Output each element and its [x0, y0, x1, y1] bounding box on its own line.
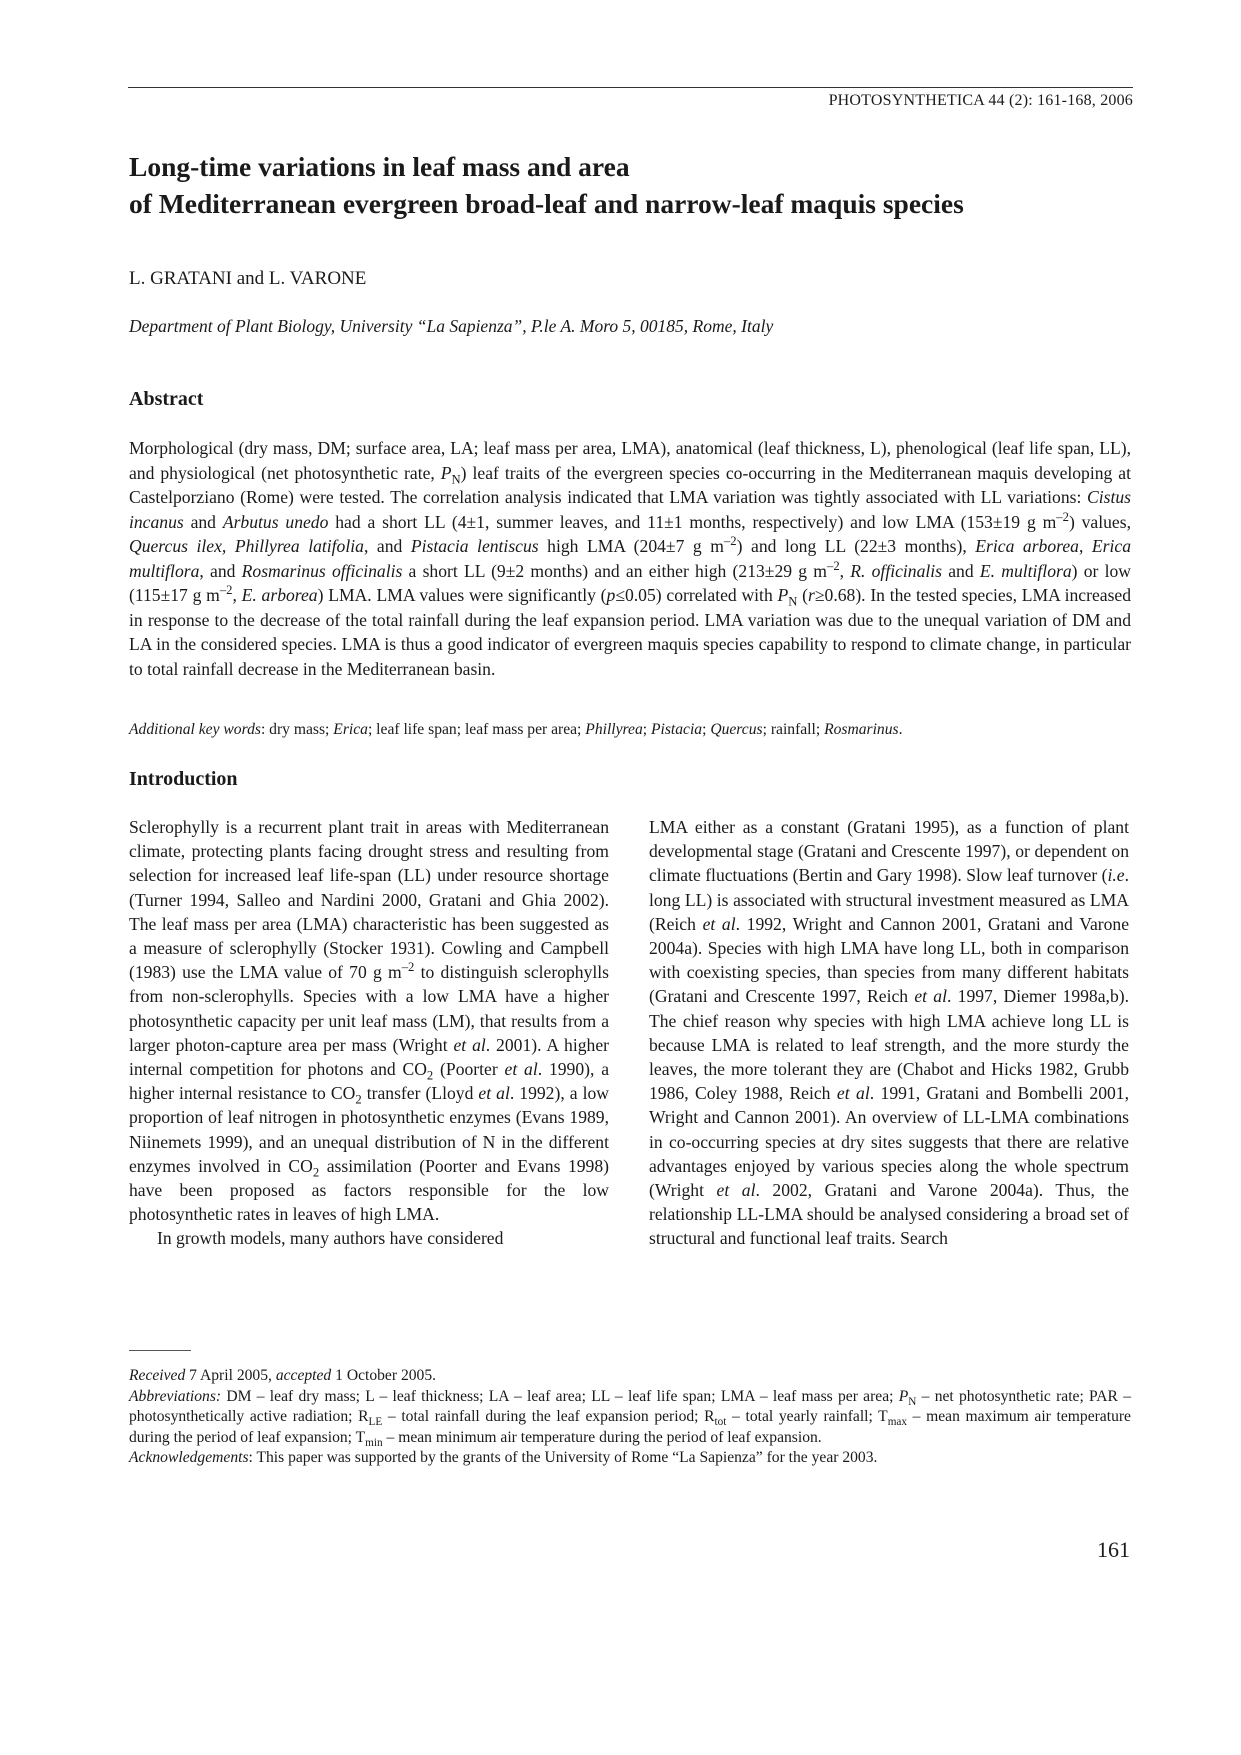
- footnote-rule: [129, 1350, 191, 1351]
- intro-paragraph-1: Sclerophylly is a recurrent plant trait in areas with Mediterranean climate, protecting plants facing drought stress and resulting from selection for increased leaf life-span (LL) under resource shortage (Turner 1994, Salleo and Nardini 2000, Gratani and Ghia 2002). The leaf mass per area (LMA) characteristic has been suggested as a measure of sclerophylly (Stocker 1931). Cowling and Campbell (1983) use the LMA value of 70 g $m^{-2}$ to distinguish sclerophylls from non-sclerophylls. Species with a low LMA have a higher photosynthetic capacity per unit leaf mass (LM), that results from a larger photon-capture area per mass (Wright et al. 2001). A higher internal competition for photons and $CO_2$ (Poorter et al. 1990), a higher internal resistance to $CO_2$ transfer (Lloyd et al. 1992), a low proportion of leaf nitrogen in photosynthetic enzymes (Evans 1989, Niinemets 1999), and an unequal distribution of N in the different enzymes involved in $CO_2$ assimilation (Poorter and Evans 1998) have been proposed as factors responsible for the low photosynthetic rates in leaves of high LMA.: [129, 817, 610, 1225]
- running-head: PHOTOSYNTHETICA 44 (2): 161-168, 2006: [828, 92, 1133, 109]
- abstract-text: Morphological (dry mass, DM; surface area, LA; leaf mass per area, LMA), anatomical (leaf thickness, L), phenological (leaf life span, LL), and physiological (net photosynthetic rate, $P_N$) leaf traits of the evergreen species co-occurring in the Mediterranean maquis developing at Castelporziano (Rome) were tested. The correlation analysis indicated that LMA variation was tightly associated with LL variations: Cistus incanus and Arbutus unedo had a short LL (4±1, summer leaves, and 11±1 months, respectively) and low LMA (153±19 g $m^{-2}$) values, Quercus ilex, Phillyrea latifolia, and Pistacia lentiscus high LMA (204±7 g $m^{-2}$) and long LL (22±3 months), Erica arborea, Erica multiflora, and Rosmarinus officinalis a short LL (9±2 months) and an either high (213±29 g $m^{-2}$, R. officinalis and E. multiflora) or low (115±17 g $m^{-2}$, E. arborea) LMA. LMA values were significantly (p≤0.05) correlated with $P_N$ (r≥0.68). In the tested species, LMA increased in response to the decrease of the total rainfall during the leaf expansion period. LMA variation was due to the unequal variation of DM and LA in the considered species. LMA is thus a good indicator of evergreen maquis species capability to respond to climate change, in particular to total rainfall decrease in the Mediterranean basin.: [129, 438, 1132, 679]
- title-line-2: of Mediterranean evergreen broad-leaf and narrow-leaf maquis species: [129, 188, 964, 219]
- introduction-heading: Introduction: [129, 768, 238, 790]
- header-rule: [128, 87, 1133, 88]
- received-note: Received 7 April 2005, accepted 1 October 2005.: [129, 1367, 437, 1384]
- keywords: Additional key words: dry mass; Erica; leaf life span; leaf mass per area; Phillyrea; Pistacia; Quercus; rainfall; Rosmarinus.: [129, 721, 903, 738]
- abbreviations-note: Abbreviations: DM – leaf dry mass; L – leaf thickness; LA – leaf area; LL – leaf life span; LMA – leaf mass per area; $P_N$ – net photosynthetic rate; PAR – photosynthetically active radiation; $R_{LE}$ – total rainfall during the leaf expansion period; $R_{tot}$ – total yearly rainfall; $T_{max}$ – mean maximum air temperature during the period of leaf expansion; $T_{min}$ – mean minimum air temperature during the period of leaf expansion.: [129, 1387, 1131, 1449]
- abstract-heading: Abstract: [129, 388, 204, 410]
- page-number: 161: [1097, 1537, 1130, 1562]
- introduction-left-column: [129, 815, 609, 1251]
- affiliation: Department of Plant Biology, University “La Sapienza”, P.le A. Moro 5, 00185, Rome, Italy: [129, 316, 774, 336]
- authors: L. GRATANI and L. VARONE: [129, 268, 367, 289]
- footnotes: [129, 1366, 1131, 1469]
- intro-paragraph-2-continued: LMA either as a constant (Gratani 1995), as a function of plant developmental stage (Gratani and Crescente 1997), or dependent on climate fluctuations (Bertin and Gary 1998). Slow leaf turnover (i.e. long LL) is associated with structural investment measured as LMA (Reich et al. 1992, Wright and Cannon 2001, Gratani and Varone 2004a). Species with high LMA have long LL, both in comparison with coexisting species, than species from many different habitats (Gratani and Crescente 1997, Reich et al. 1997, Diemer 1998a,b). The chief reason why species with high LMA achieve long LL is because LMA is related to leaf strength, and the more sturdy the leaves, the more tolerant they are (Chabot and Hicks 1982, Grubb 1986, Coley 1988, Reich et al. 1991, Gratani and Bombelli 2001, Wright and Cannon 2001). An overview of LL-LMA combinations in co-occurring species at dry sites suggests that there are relative advantages enjoyed by various species along the whole spectrum (Wright et al. 2002, Gratani and Varone 2004a). Thus, the relationship LL-LMA should be analysed considering a broad set of structural and functional leaf traits. Search: [649, 817, 1130, 1249]
- title-line-1: Long-time variations in leaf mass and area: [129, 151, 630, 182]
- intro-paragraph-2: In growth models, many authors have considered: [157, 1228, 504, 1249]
- acknowledgements-note: Acknowledgements: This paper was supported by the grants of the University of Rome “La Sapienza” for the year 2003.: [129, 1449, 878, 1466]
- introduction-right-column: [649, 815, 1129, 1251]
- article-title: [129, 148, 1129, 222]
